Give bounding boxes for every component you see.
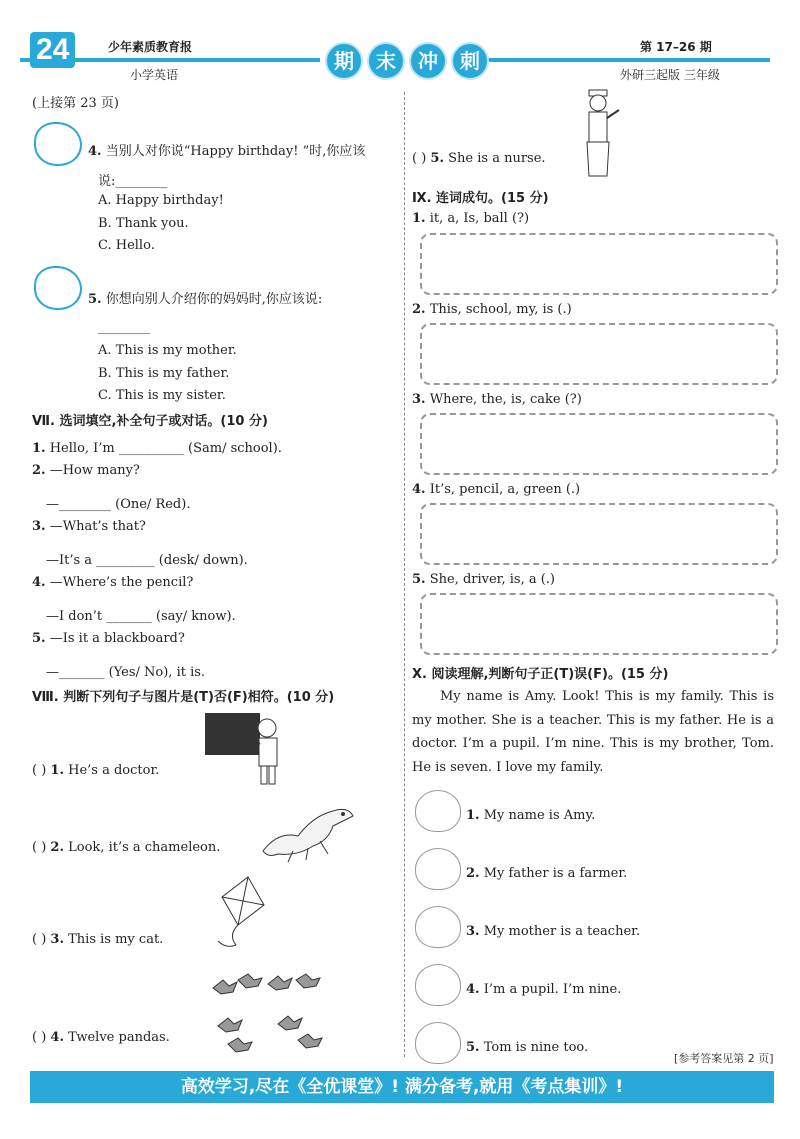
item-num: 1. [32,441,46,456]
q5-option-c: C. This is my sister. [98,388,226,403]
item-num: 5. [412,572,426,587]
peach-icon [415,906,461,948]
item-text: Where, the, is, cake (?) [429,392,582,407]
birds-image [208,968,328,1058]
s7-item5-answer: —_______ (Yes/ No), it is. [46,665,206,680]
item-text: My name is Amy. [483,808,596,823]
header-stripe-right [485,58,770,62]
s9-item4 [412,482,580,497]
s9-item2 [412,302,572,317]
item-text: —What’s that? [49,519,146,534]
q4-option-b: B. Thank you. [98,216,189,231]
s10-item4 [466,982,621,997]
banner-char: 期 [325,42,363,80]
peach-icon [415,1022,461,1064]
cloud-icon [34,122,82,166]
lizard-image [258,796,358,866]
s10-item5 [466,1040,588,1055]
reading-passage: My name is Amy. Look! This is my family. This is my mother. She is a teacher. This is my father. He is a doctor. I’m a pupil. I’m nine. This is my brother, Tom. He is seven. I love my family. [412,689,774,775]
item-num: 5. [430,151,444,166]
item-text: —Where’s the pencil? [49,575,194,590]
q5-num: 5. [88,292,102,307]
s7-item2-answer: —________ (One/ Red). [46,497,191,512]
item-text: This, school, my, is (.) [429,302,572,317]
item-text: Look, it’s a chameleon. [68,840,221,855]
s7-item4-answer: —I don’t _______ (say/ know). [46,609,236,624]
item-text: She, driver, is, a (.) [429,572,555,587]
item-num: 3. [466,924,480,939]
item-text: Tom is nine too. [483,1040,589,1055]
item-num: 2. [466,866,480,881]
answer-paren[interactable]: ( ) [32,763,47,778]
answer-box-3[interactable] [420,413,778,475]
column-divider [404,92,405,1057]
q4-option-a: A. Happy birthday! [98,193,224,208]
item-num: 5. [32,631,46,646]
s10-item3 [466,924,640,939]
item-num: 2. [50,840,64,855]
answer-paren[interactable]: ( ) [32,932,47,947]
item-num: 5. [466,1040,480,1055]
answer-box-1[interactable] [420,233,778,295]
q5-option-b: B. This is my father. [98,366,230,381]
peach-icon [415,790,461,832]
section9-title: Ⅸ. 连词成句。(15 分) [412,191,549,206]
section10-title: Ⅹ. 阅读理解,判断句子正(T)误(F)。(15 分) [412,667,669,682]
answer-paren[interactable]: ( ) [32,1030,47,1045]
item-text: Twelve pandas. [68,1030,170,1045]
section8-title: Ⅷ. 判断下列句子与图片是(T)否(F)相符。(10 分) [32,690,335,705]
s7-item3-answer: —It’s a _________ (desk/ down). [46,553,248,568]
page-number: 24 [30,32,75,68]
title-banner [325,42,489,80]
item-num: 2. [32,463,46,478]
section7-title: Ⅶ. 选词填空,补全句子或对话。(10 分) [32,414,268,429]
footer-banner: 高效学习,尽在《全优课堂》! 满分备考,就用《考点集训》! [30,1071,774,1103]
answer-paren[interactable]: ( ) [412,151,427,166]
s9-item5 [412,572,555,587]
banner-char: 冲 [409,42,447,80]
s8-item4 [32,1030,170,1045]
item-text: This is my cat. [68,932,164,947]
s9-item1 [412,211,529,226]
answer-box-4[interactable] [420,503,778,565]
q4-option-c: C. Hello. [98,238,155,253]
s7-item3 [32,519,146,534]
subject-label: 小学英语 [130,68,179,82]
s8-item1 [32,763,159,778]
s9-item3 [412,392,582,407]
q5-prompt: 你想向别人介绍你的妈妈时,你应该说: [105,292,323,307]
item-num: 3. [32,519,46,534]
item-num: 4. [50,1030,64,1045]
q5-text [88,288,322,307]
item-text: —How many? [49,463,140,478]
item-num: 1. [50,763,64,778]
newspaper-name: 少年素质教育报 [108,40,193,54]
edition-label: 外研三起版 三年级 [620,68,720,82]
s7-item2 [32,463,140,478]
s10-item1 [466,808,595,823]
q4-text2: 说:________ [98,174,168,189]
peach-icon [415,848,461,890]
item-text: I’m a pupil. I’m nine. [483,982,622,997]
item-num: 4. [466,982,480,997]
item-num: 4. [412,482,426,497]
q4-text [88,140,365,159]
item-num: 2. [412,302,426,317]
item-text: She is a nurse. [448,151,546,166]
q4-num: 4. [88,144,102,159]
answer-box-5[interactable] [420,593,778,655]
cloud-icon [34,266,82,310]
item-num: 1. [412,211,426,226]
item-text: He’s a doctor. [68,763,160,778]
nurse-image [575,88,625,183]
item-text: —Is it a blackboard? [49,631,185,646]
banner-char: 刺 [451,42,489,80]
s10-item2 [466,866,627,881]
issue-label: 第 17–26 期 [640,40,712,54]
item-num: 1. [466,808,480,823]
banner-char: 末 [367,42,405,80]
s8-item3 [32,932,163,947]
item-text: My mother is a teacher. [483,924,641,939]
s7-item4 [32,575,193,590]
item-text: Hello, I’m __________ (Sam/ school). [49,441,282,456]
q5-option-a: A. This is my mother. [98,343,237,358]
q5-blank: ________ [98,320,150,335]
kite-image [208,875,268,955]
peach-icon [415,964,461,1006]
answer-paren[interactable]: ( ) [32,840,47,855]
item-num: 3. [50,932,64,947]
item-num: 4. [32,575,46,590]
answer-reference: [参考答案见第 2 页] [674,1052,774,1065]
item-text: My father is a farmer. [483,866,628,881]
item-text: it, a, Is, ball (?) [429,211,530,226]
s7-item1 [32,441,282,456]
teacher-blackboard-image [205,708,295,788]
answer-box-2[interactable] [420,323,778,385]
s8-item5 [412,151,546,166]
s8-item2 [32,840,220,855]
s7-item5 [32,631,185,646]
q4-prompt: 当别人对你说“Happy birthday! ”时,你应该 [105,144,366,159]
item-num: 3. [412,392,426,407]
continued-note: (上接第 23 页) [32,96,119,111]
item-text: It’s, pencil, a, green (.) [429,482,581,497]
